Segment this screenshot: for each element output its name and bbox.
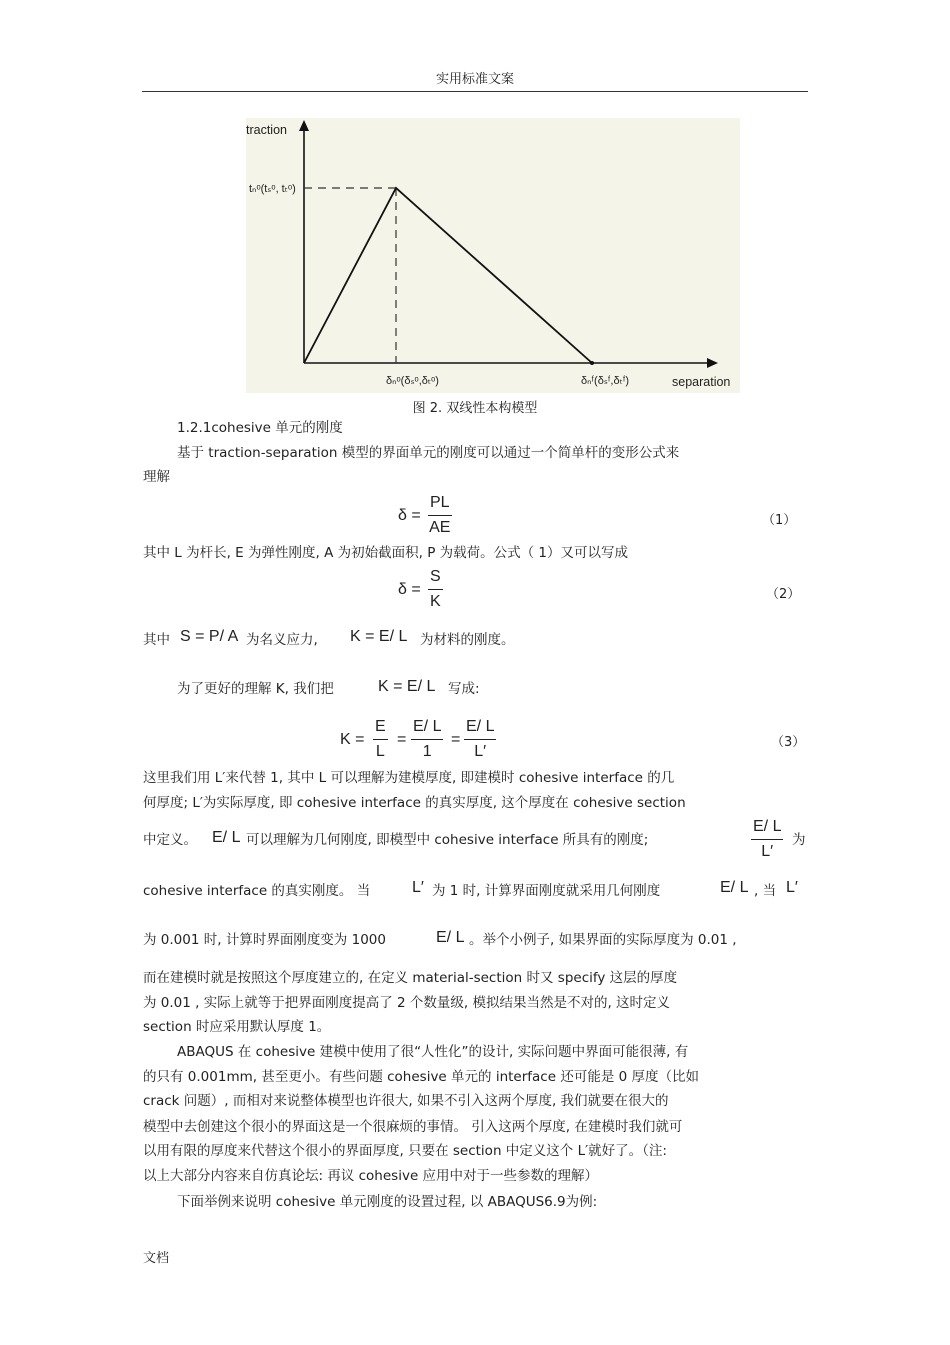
eq3-number: （3） [771, 735, 806, 750]
failure-label: δₙᶠ(δₛᶠ,δₜᶠ) [581, 375, 630, 387]
eq1-number: （1） [762, 513, 797, 528]
paragraph-5-line-2: 何厚度; L′为实际厚度, 即 cohesive interface 的真实厚度, 这个厚度在 cohesive section [143, 795, 686, 811]
paragraph-7-middle: 为 1 时, 计算界面刚度就采用几何刚度 [432, 883, 661, 899]
eq3-fraction-1 [373, 718, 388, 761]
onset-label: δₙᵒ(δₛᵒ,δₜᵒ) [386, 375, 439, 387]
paragraph-7-prefix: cohesive interface 的真实刚度。 当 [143, 883, 371, 899]
y-axis-label: traction [246, 123, 287, 137]
paragraph-6-formula: E/ L [212, 829, 241, 846]
eq3-f2-numerator: E/ L [411, 718, 443, 740]
eq1-lhs: δ = [398, 507, 421, 524]
eq2-denominator: K [430, 593, 441, 610]
eq3-equals-1: = [397, 731, 407, 748]
paragraph-11: 下面举例来说明 cohesive 单元刚度的设置过程, 以 ABAQUS6.9为例: [177, 1194, 598, 1210]
paragraph-8-suffix: 。举个小例子, 如果界面的实际厚度为 0.01 , [469, 932, 737, 948]
paragraph-1-line-2: 理解 [143, 469, 170, 485]
paragraph-9-line-2: 为 0.01 , 实际上就等于把界面刚度提高了 2 个数量级, 模拟结果当然是不对的, 这时定义 [143, 995, 671, 1011]
paragraph-5-line-1: 这里我们用 L′来代替 1, 其中 L 可以理解为建模厚度, 即建模时 cohesive interface 的几 [143, 770, 675, 786]
paragraph-9-line-1: 而在建模时就是按照这个厚度建立的, 在定义 material-section 时又 specify 这层的厚度 [143, 970, 678, 986]
eq2-fraction [428, 568, 443, 611]
paragraph-3-stiffness-formula: K = E/ L [350, 628, 408, 645]
page-footer: 文档 [143, 1251, 170, 1266]
bilinear-traction-separation-figure [246, 118, 740, 393]
figure-background [246, 118, 740, 393]
eq2-lhs: δ = [398, 581, 421, 598]
paragraph-10-line-3: crack 问题）, 而相对来说整体模型也许很大, 如果不引入这两个厚度, 我们就要在很大的 [143, 1093, 669, 1109]
paragraph-6-middle: 可以理解为几何刚度, 即模型中 cohesive interface 所具有的刚度; [246, 832, 649, 848]
eq3-fraction-2 [411, 718, 443, 761]
paragraph-1-line-1: 基于 traction-separation 模型的界面单元的刚度可以通过一个简单杆的变形公式来 [177, 445, 680, 461]
header-rule [142, 91, 808, 92]
paragraph-9-line-3: section 时应采用默认厚度 1。 [143, 1019, 331, 1035]
paragraph-10-line-4: 模型中去创建这个很小的界面这是一个很麻烦的事情。 引入这两个厚度, 在建模时我们就可 [143, 1119, 683, 1135]
paragraph-3-middle: 为名义应力, [246, 632, 318, 648]
paragraph-6-fraction [751, 818, 783, 861]
paragraph-4-formula: K = E/ L [378, 678, 436, 695]
paragraph-3-prefix: 其中 [143, 632, 170, 648]
eq1-denominator: AE [429, 519, 451, 536]
paragraph-6-fraction-denominator: L′ [761, 843, 774, 860]
paragraph-7-formula: E/ L [720, 879, 749, 896]
paragraph-7-suffix: , 当 [754, 883, 777, 899]
eq3-f3-denominator: L′ [474, 743, 487, 760]
paragraph-3-suffix: 为材料的刚度。 [420, 632, 515, 648]
eq2-numerator: S [428, 568, 443, 590]
eq3-f3-numerator: E/ L [464, 718, 496, 740]
paragraph-7-l-prime-2: L′ [786, 879, 798, 896]
paragraph-10-line-6: 以上大部分内容来自仿真论坛: 再议 cohesive 应用中对于一些参数的理解） [143, 1168, 599, 1184]
failure-point [590, 361, 594, 365]
eq3-lhs: K = [340, 731, 365, 748]
paragraph-10-line-1: ABAQUS 在 cohesive 建模中使用了很“人性化”的设计, 实际问题中界面可能很薄, 有 [177, 1044, 689, 1060]
eq1-numerator: PL [428, 494, 452, 516]
eq3-f1-denominator: L [375, 743, 385, 760]
paragraph-4-suffix: 写成: [448, 681, 480, 697]
eq2-number: （2） [766, 587, 801, 602]
paragraph-10-line-2: 的只有 0.001mm, 甚至更小。有些问题 cohesive 单元的 interface 还可能是 0 厚度（比如 [143, 1069, 699, 1085]
eq3-f1-numerator: E [373, 718, 388, 740]
paragraph-2: 其中 L 为杆长, E 为弹性刚度, A 为初始截面积, P 为载荷。公式（ 1）又可以写成 [143, 545, 629, 561]
paragraph-6-suffix: 为 [792, 832, 806, 848]
peak-label: tₙᵒ(tₛᵒ, tₜᵒ) [249, 183, 296, 195]
paragraph-6-prefix: 中定义。 [143, 832, 197, 848]
eq1-fraction [428, 494, 452, 537]
figure-caption: 图 2. 双线性本构模型 [412, 401, 538, 416]
section-title: 1.2.1cohesive 单元的刚度 [177, 420, 343, 436]
paragraph-7-l-prime: L′ [412, 879, 424, 896]
paragraph-6-fraction-numerator: E/ L [751, 818, 783, 840]
paragraph-4-prefix: 为了更好的理解 K, 我们把 [177, 681, 334, 697]
paragraph-3-stress-formula: S = P/ A [180, 628, 239, 645]
page-header: 实用标准文案 [435, 72, 514, 87]
eq3-fraction-3 [464, 718, 496, 761]
x-axis-label: separation [672, 375, 731, 389]
eq3-f2-denominator: 1 [422, 743, 432, 760]
eq3-equals-2: = [451, 731, 461, 748]
paragraph-10-line-5: 以用有限的厚度来代替这个很小的界面厚度, 只要在 section 中定义这个 L′就好了。（注: [143, 1143, 667, 1159]
paragraph-8-formula: E/ L [436, 929, 465, 946]
paragraph-8-prefix: 为 0.001 时, 计算时界面刚度变为 1000 [143, 932, 386, 948]
